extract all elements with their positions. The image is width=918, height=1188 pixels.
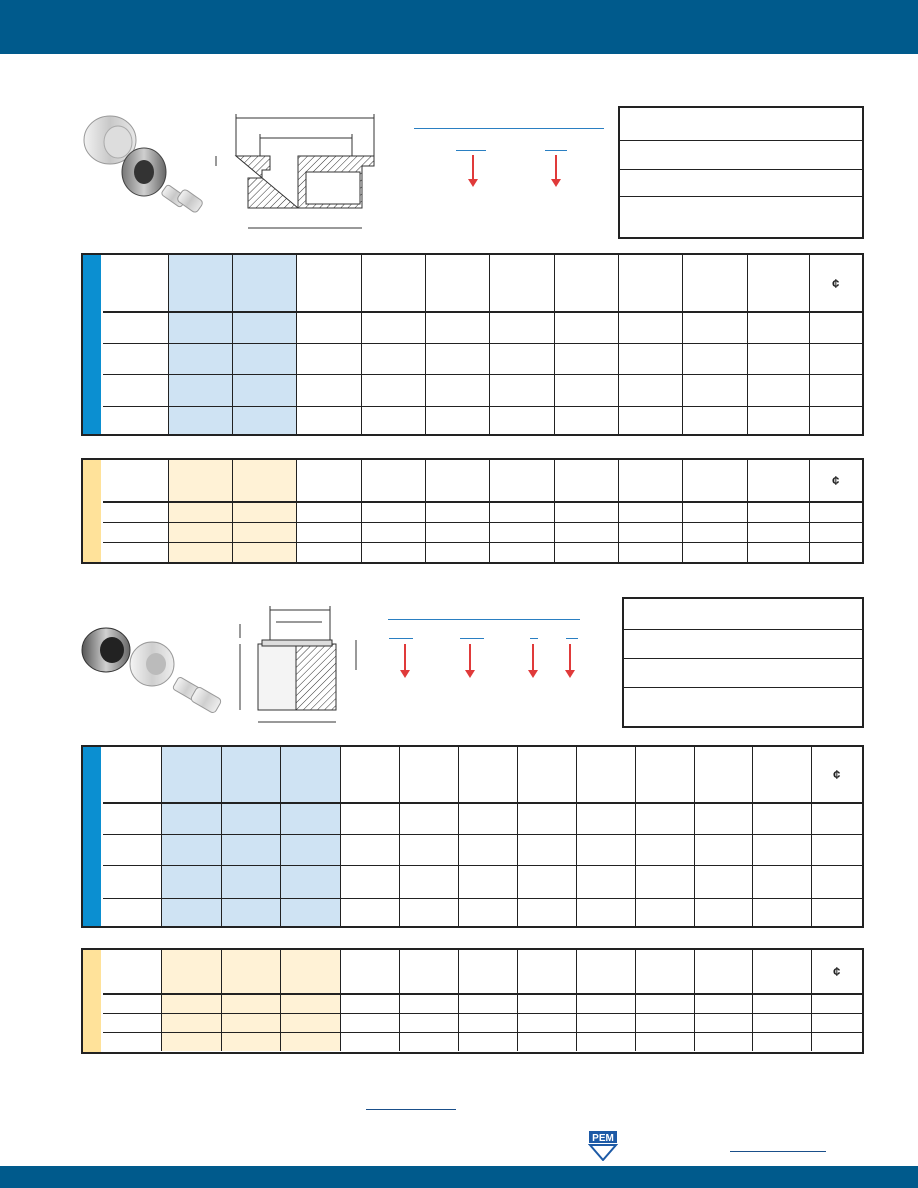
centerline-symbol: ¢ (809, 460, 862, 502)
callout-tick-2a (389, 638, 413, 639)
red-arrow-1b (555, 155, 557, 181)
footer-link-1[interactable] (366, 1109, 456, 1110)
red-arrow-2a (404, 644, 406, 672)
centerline-symbol: ¢ (811, 950, 862, 994)
pem-logo-icon (588, 1131, 618, 1161)
info-row (624, 688, 862, 726)
red-arrow-2c (532, 644, 534, 672)
header-bar (0, 0, 918, 54)
centerline-symbol: ¢ (811, 747, 862, 803)
spec-table-blue-2 (81, 745, 864, 928)
info-row (620, 197, 862, 237)
fastener-photo-1 (80, 108, 210, 238)
spec-table (103, 950, 862, 1051)
spec-table-blue-1 (81, 253, 864, 436)
info-row (624, 659, 862, 688)
footer-link-2[interactable] (730, 1151, 826, 1152)
red-arrow-2d (569, 644, 571, 672)
cross-section-drawing-1 (212, 110, 397, 235)
callout-tick-2c (530, 638, 538, 639)
callout-tick-1a (456, 150, 486, 151)
callout-tick-1b (545, 150, 567, 151)
info-row (620, 170, 862, 197)
info-row (624, 630, 862, 659)
info-row (620, 108, 862, 141)
cross-section-drawing-2 (232, 604, 372, 728)
centerline-symbol: ¢ (809, 255, 862, 312)
table-sidebar-blue (83, 747, 101, 926)
spec-table (103, 460, 862, 562)
info-box-2 (622, 597, 864, 728)
table-sidebar-yellow (83, 460, 101, 562)
red-arrow-1a (472, 155, 474, 181)
info-box-1 (618, 106, 864, 239)
callout-tick-2b (460, 638, 484, 639)
info-row (620, 141, 862, 170)
spec-table (103, 747, 862, 926)
table-sidebar-blue (83, 255, 101, 434)
spec-table-yellow-1 (81, 458, 864, 564)
spec-table (103, 255, 862, 434)
logo-text: PEM (592, 1133, 614, 1144)
fastener-photo-2 (80, 620, 230, 730)
footer-bar (0, 1166, 918, 1188)
info-row (624, 599, 862, 630)
spec-table-yellow-2 (81, 948, 864, 1054)
red-arrow-2b (469, 644, 471, 672)
callout-line-1 (414, 128, 604, 129)
table-sidebar-yellow (83, 950, 101, 1052)
callout-tick-2d (566, 638, 578, 639)
callout-line-2 (388, 619, 580, 620)
